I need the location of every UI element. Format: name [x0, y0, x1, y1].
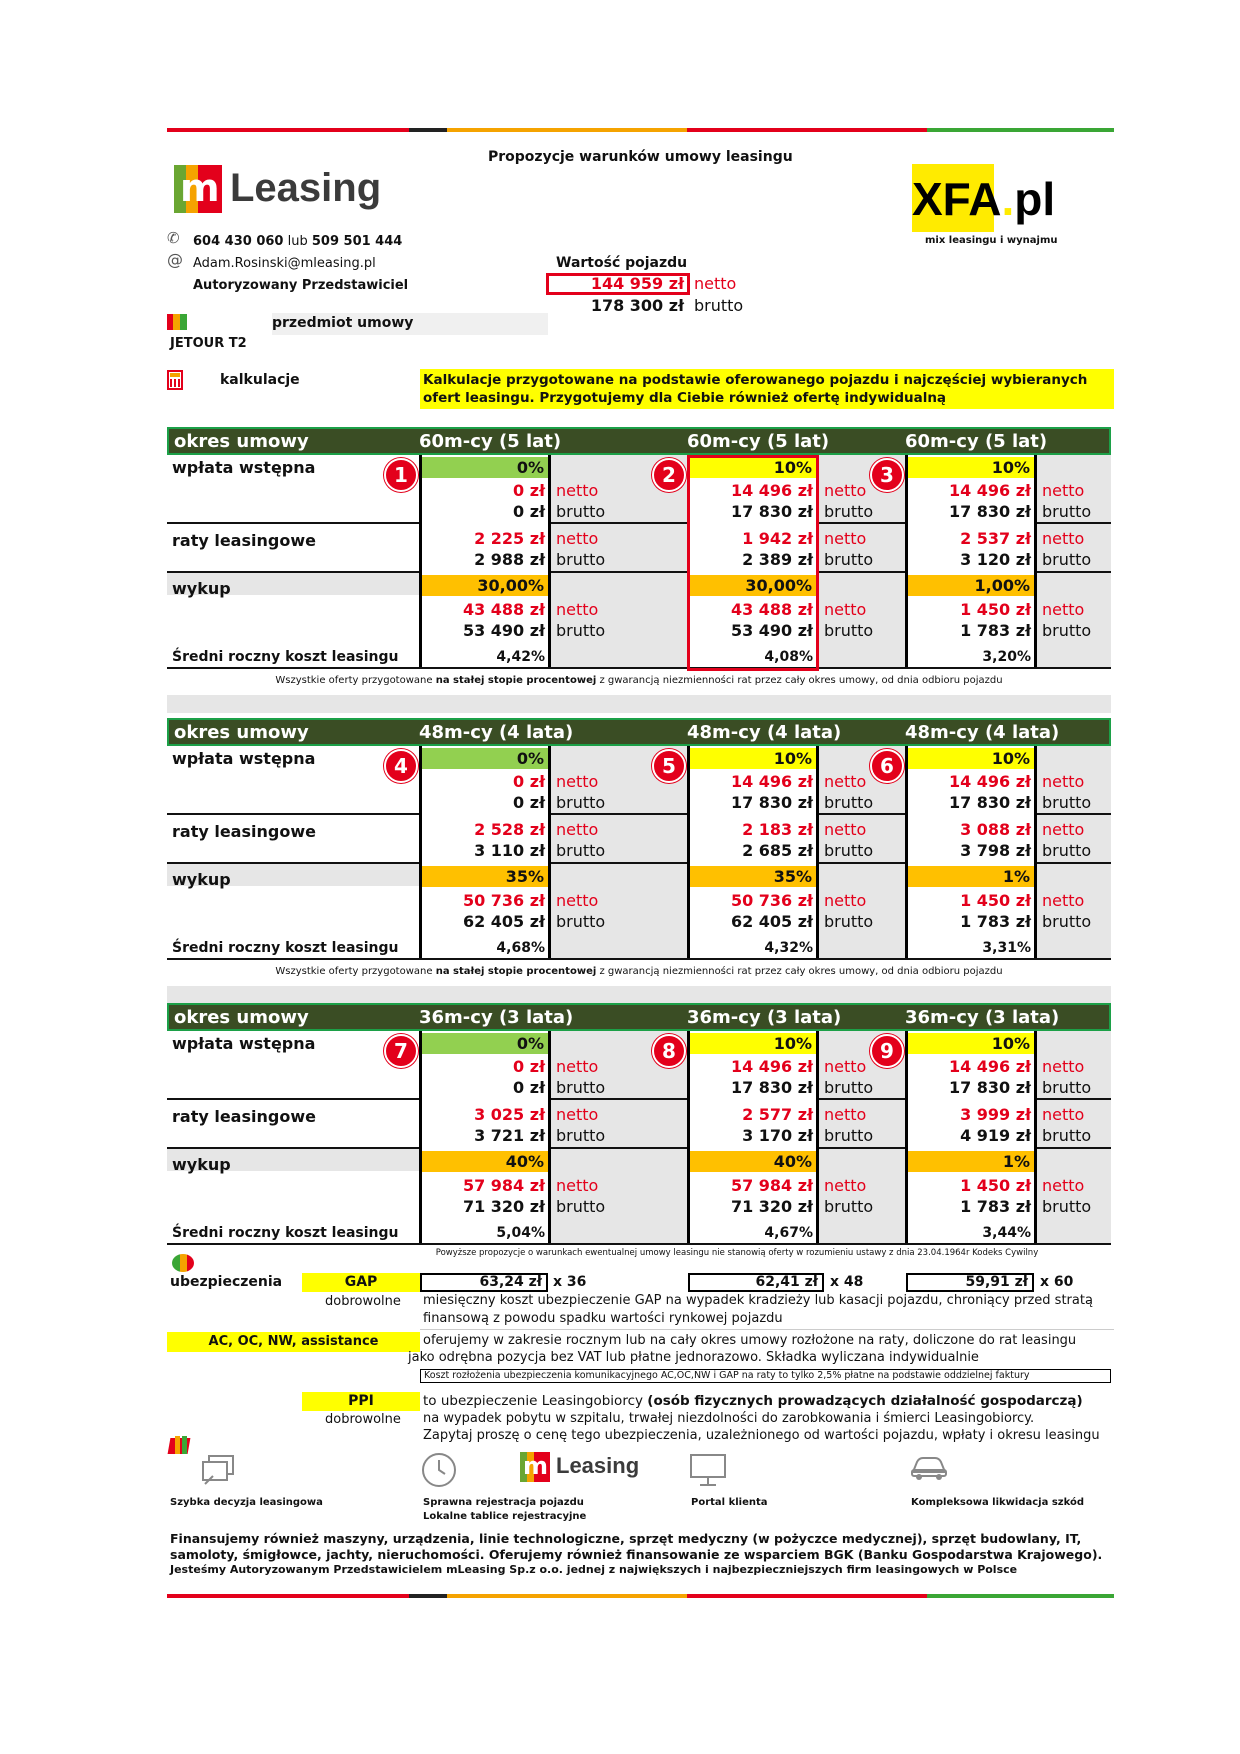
annual-cost-value: 4,08%	[764, 649, 813, 665]
buyout-gross: 62 405 zł	[730, 912, 813, 931]
gap-optional: dobrowolne	[325, 1294, 401, 1309]
offer-number-badge: 8	[652, 1034, 686, 1068]
offer-number-badge: 6	[870, 749, 904, 783]
installment-net: 3 999 zł	[960, 1105, 1031, 1124]
offer-number-badge: 3	[870, 458, 904, 492]
down-payment-net: 14 496 zł	[948, 481, 1031, 500]
period-value: 48m-cy (4 lata)	[905, 722, 1060, 743]
mleasing-small-logo-text: Leasing	[556, 1453, 640, 1478]
netto-label: netto	[556, 820, 599, 839]
phone-icon: ✆	[167, 229, 180, 247]
offer-number-badge: 1	[384, 458, 418, 492]
buyout-net: 57 984 zł	[730, 1176, 813, 1195]
brutto-label: brutto	[824, 1126, 874, 1145]
buyout-percent: 30,00%	[422, 575, 548, 596]
feature-claims: Kompleksowa likwidacja szkód	[911, 1497, 1085, 1508]
document-title: Propozycje warunków umowy leasingu	[488, 149, 793, 165]
installment-gross: 3 170 zł	[742, 1126, 813, 1145]
netto-label: netto	[556, 1105, 599, 1124]
netto-label: netto	[1042, 529, 1085, 548]
down-payment-gross: 0 zł	[513, 793, 545, 812]
gap-price-2: 62,41 zł	[755, 1274, 818, 1290]
row-label-cost: Średni roczny koszt leasingu	[172, 940, 399, 956]
brutto-label: brutto	[1042, 841, 1092, 860]
divider	[420, 1329, 1114, 1330]
installment-gross: 2 988 zł	[474, 550, 545, 569]
buyout-net: 57 984 zł	[462, 1176, 545, 1195]
note-part: Wszystkie oferty przygotowane	[275, 966, 436, 977]
down-payment-gross: 17 830 zł	[948, 793, 1031, 812]
folder-icon	[169, 1436, 189, 1454]
quick-decision-icon	[199, 1454, 239, 1488]
offer-number-badge: 7	[384, 1034, 418, 1068]
brutto-label: brutto	[1042, 793, 1092, 812]
period-value: 60m-cy (5 lat)	[419, 431, 562, 452]
brutto-label: brutto	[824, 1078, 874, 1097]
netto-label: netto	[824, 1176, 867, 1195]
note-part: z gwarancją niezmienności rat przez cały okres umowy, od dnia odbioru pojazdu	[596, 966, 1003, 977]
monitor-icon	[689, 1453, 727, 1487]
installment-gross: 2 389 zł	[742, 550, 813, 569]
brutto-label: brutto	[824, 841, 874, 860]
feature-client-portal: Portal klienta	[691, 1497, 768, 1508]
footer-line-1: Finansujemy również maszyny, urządzenia, linie technologiczne, sprzęt medyczny (w pożyczce medycznej), sprzęt budowlany, IT,	[170, 1531, 1082, 1546]
mleasing-logo-mark: m	[174, 165, 222, 213]
phone-numbers: 604 430 060 lub 509 501 444	[193, 234, 403, 249]
down-payment-gross: 0 zł	[513, 502, 545, 521]
annual-cost-value: 4,42%	[496, 649, 545, 665]
email-icon: @	[167, 250, 183, 269]
calc-label: kalkulacje	[220, 372, 300, 388]
brutto-label: brutto	[556, 1078, 606, 1097]
netto-label: netto	[556, 481, 599, 500]
row-label-down-payment: wpłata wstępna	[172, 458, 316, 477]
installment-gross: 3 798 zł	[960, 841, 1031, 860]
offer-number-badge: 2	[652, 458, 686, 492]
ppi-description-3: Zapytaj proszę o cenę tego ubezpieczenia, uzależnionego od wartości pojazdu, wpłaty i okresu leasingu	[423, 1428, 1100, 1443]
row-label-cost: Średni roczny koszt leasingu	[172, 649, 399, 665]
down-payment-percent: 0%	[422, 1033, 548, 1054]
buyout-gross: 1 783 zł	[960, 912, 1031, 931]
installment-net: 2 537 zł	[960, 529, 1031, 548]
down-payment-gross: 17 830 zł	[948, 502, 1031, 521]
period-label: okres umowy	[174, 1007, 309, 1028]
down-payment-net: 14 496 zł	[948, 772, 1031, 791]
installment-net: 2 183 zł	[742, 820, 813, 839]
label-column	[167, 455, 419, 669]
offer-table	[167, 427, 1111, 686]
ac-cost-note: Koszt rozłożenia ubezpieczenia komunikacyjnego AC,OC,NW i GAP na raty to tylko 2,5% płatne na podstawie oddzielnej faktury	[424, 1370, 1030, 1381]
buyout-gross: 53 490 zł	[462, 621, 545, 640]
installment-net: 3 088 zł	[960, 820, 1031, 839]
down-payment-net: 14 496 zł	[730, 481, 813, 500]
buyout-net: 1 450 zł	[960, 600, 1031, 619]
ac-description-2: jako odrębna pozycja bez VAT lub płatne jednorazowo. Składka wyliczana indywidualnie	[408, 1350, 979, 1365]
brutto-label: brutto	[1042, 1126, 1092, 1145]
netto-label: netto	[824, 600, 867, 619]
period-header	[167, 427, 1111, 455]
down-payment-gross: 17 830 zł	[948, 1078, 1031, 1097]
buyout-percent: 1,00%	[908, 575, 1034, 596]
netto-label: netto	[1042, 1105, 1085, 1124]
period-value: 36m-cy (3 lata)	[905, 1007, 1060, 1028]
down-payment-percent: 10%	[908, 457, 1034, 478]
insurance-icon	[172, 1254, 194, 1272]
ac-label: AC, OC, NW, assistance	[208, 1334, 379, 1349]
brutto-label: brutto	[556, 502, 606, 521]
note-part-bold: na stałej stopie procentowej	[435, 966, 597, 977]
down-payment-percent: 0%	[422, 457, 548, 478]
ppi-description-2: na wypadek pobytu w szpitalu, trwałej niezdolności do zarobkowania i śmierci Leasingobiorcy.	[423, 1411, 1035, 1426]
note-part: z gwarancją niezmienności rat przez cały okres umowy, od dnia odbioru pojazdu	[596, 675, 1003, 686]
brutto-label: brutto	[824, 1197, 874, 1216]
down-payment-percent: 10%	[690, 1033, 816, 1054]
vehicle-value-net: 144 959 zł	[590, 274, 684, 293]
feature-quick-decision: Szybka decyzja leasingowa	[170, 1497, 323, 1508]
disclaimer: Powyższe propozycje o warunkach ewentualnej umowy leasingu nie stanowią oferty w rozumieniu ustawy z dnia 23.04.1964r Kodeks Cywilny	[435, 1248, 1039, 1258]
buyout-gross: 71 320 zł	[462, 1197, 545, 1216]
calc-note: Kalkulacje przygotowane na podstawie oferowanego pojazdu i najczęściej wybieranych ofert leasingu. Przygotujemy dla Ciebie również ofertę indywidualną	[423, 372, 1088, 406]
brutto-label: brutto	[1042, 912, 1092, 931]
annual-cost-value: 4,67%	[764, 1225, 813, 1241]
ppi-label: PPI	[348, 1393, 374, 1409]
period-header	[167, 1003, 1111, 1031]
offer-number-badge: 4	[384, 749, 418, 783]
annual-cost-value: 4,68%	[496, 940, 545, 956]
subject-label: przedmiot umowy	[272, 315, 414, 331]
xfa-logo: XFA.pl	[912, 173, 1056, 225]
netto-label: netto	[824, 820, 867, 839]
feature-registration: Sprawna rejestracja pojazdu	[423, 1497, 584, 1508]
brutto-label: brutto	[556, 793, 606, 812]
calculator-icon	[167, 370, 183, 390]
representative-role: Autoryzowany Przedstawiciel	[193, 278, 409, 293]
down-payment-gross: 17 830 zł	[730, 502, 813, 521]
buyout-gross: 1 783 zł	[960, 621, 1031, 640]
row-label-down-payment: wpłata wstępna	[172, 749, 316, 768]
note-part: Wszystkie oferty przygotowane	[275, 675, 436, 686]
clock-icon	[421, 1452, 457, 1488]
netto-label: netto	[824, 891, 867, 910]
netto-label: netto	[556, 1057, 599, 1076]
vehicle-value-label: Wartość pojazdu	[556, 255, 688, 271]
offer-number-badge: 9	[870, 1034, 904, 1068]
offer-table	[167, 1003, 1111, 1249]
installment-gross: 2 685 zł	[742, 841, 813, 860]
period-value: 36m-cy (3 lata)	[687, 1007, 842, 1028]
netto-label: netto	[1042, 481, 1085, 500]
gap-multiplier-3: x 60	[1040, 1274, 1074, 1290]
buyout-net: 50 736 zł	[462, 891, 545, 910]
car-damage-icon	[909, 1450, 949, 1482]
buyout-net: 43 488 zł	[462, 600, 545, 619]
period-value: 60m-cy (5 lat)	[687, 431, 830, 452]
annual-cost-value: 5,04%	[496, 1225, 545, 1241]
netto-label: netto	[556, 600, 599, 619]
period-label: okres umowy	[174, 431, 309, 452]
row-divider	[167, 1243, 1111, 1245]
ppi-optional: dobrowolne	[325, 1412, 401, 1427]
section-spacer	[167, 986, 1111, 1004]
car-icon	[167, 314, 187, 330]
brutto-label: brutto	[824, 793, 874, 812]
brutto-label: brutto	[1042, 550, 1092, 569]
subject-value: JETOUR T2	[170, 336, 247, 351]
netto-label: netto	[556, 529, 599, 548]
netto-label: netto	[556, 891, 599, 910]
installment-gross: 3 120 zł	[960, 550, 1031, 569]
insurance-label: ubezpieczenia	[170, 1274, 283, 1290]
down-payment-net: 0 zł	[513, 481, 545, 500]
annual-cost-value: 4,32%	[764, 940, 813, 956]
brutto-label: brutto	[1042, 1197, 1092, 1216]
label-column	[167, 746, 419, 960]
installment-net: 2 577 zł	[742, 1105, 813, 1124]
buyout-net: 50 736 zł	[730, 891, 813, 910]
installment-net: 3 025 zł	[474, 1105, 545, 1124]
period-value: 48m-cy (4 lata)	[687, 722, 842, 743]
gap-price-3: 59,91 zł	[965, 1274, 1028, 1290]
annual-cost-value: 3,20%	[982, 649, 1031, 665]
buyout-gross: 1 783 zł	[960, 1197, 1031, 1216]
brutto-label: brutto	[824, 550, 874, 569]
section-spacer	[167, 695, 1111, 713]
down-payment-net: 14 496 zł	[730, 772, 813, 791]
row-label-cost: Średni roczny koszt leasingu	[172, 1225, 399, 1241]
installment-gross: 3 721 zł	[474, 1126, 545, 1145]
row-label-buyout: wykup	[172, 579, 231, 598]
installment-net: 2 528 zł	[474, 820, 545, 839]
annual-cost-value: 3,31%	[982, 940, 1031, 956]
period-value: 48m-cy (4 lata)	[419, 722, 574, 743]
brutto-label: brutto	[824, 912, 874, 931]
brutto-label: brutto	[556, 912, 606, 931]
netto-label: netto	[824, 1105, 867, 1124]
netto-label: netto	[1042, 1176, 1085, 1195]
down-payment-percent: 0%	[422, 748, 548, 769]
row-divider	[167, 958, 1111, 960]
row-label-installments: raty leasingowe	[172, 531, 316, 550]
brutto-label: brutto	[1042, 502, 1092, 521]
down-payment-net: 0 zł	[513, 772, 545, 791]
vehicle-value-gross-label: brutto	[694, 296, 744, 315]
down-payment-net: 0 zł	[513, 1057, 545, 1076]
down-payment-gross: 0 zł	[513, 1078, 545, 1097]
brutto-label: brutto	[1042, 621, 1092, 640]
brutto-label: brutto	[824, 621, 874, 640]
period-header	[167, 718, 1111, 746]
buyout-percent: 40%	[422, 1151, 548, 1172]
footer-line-3: Jesteśmy Autoryzowanym Przedstawicielem mLeasing Sp.z o.o. jednej z największych i najbezpieczniejszych firm leasingowych w Polsce	[170, 1563, 1018, 1576]
netto-label: netto	[824, 1057, 867, 1076]
installment-gross: 3 110 zł	[474, 841, 545, 860]
period-label: okres umowy	[174, 722, 309, 743]
netto-label: netto	[824, 772, 867, 791]
row-divider	[167, 667, 1111, 669]
installment-net: 2 225 zł	[474, 529, 545, 548]
brutto-label: brutto	[824, 502, 874, 521]
buyout-percent: 40%	[690, 1151, 816, 1172]
feature-local-plates: Lokalne tablice rejestracyjne	[423, 1511, 587, 1522]
offer-number-badge: 5	[652, 749, 686, 783]
brutto-label: brutto	[556, 550, 606, 569]
gap-multiplier-1: x 36	[553, 1274, 587, 1290]
gap-description-2: finansową z powodu spadku wartości rynkowej pojazdu	[423, 1311, 783, 1326]
netto-label: netto	[1042, 600, 1085, 619]
netto-label: netto	[1042, 1057, 1085, 1076]
down-payment-percent: 10%	[690, 457, 816, 478]
buyout-net: 43 488 zł	[730, 600, 813, 619]
ppi-description-1: to ubezpieczenie Leasingobiorcy (osób fizycznych prowadzących działalność gospodarczą)	[423, 1393, 1083, 1409]
brutto-label: brutto	[556, 1197, 606, 1216]
recommended-offer-highlight	[687, 455, 819, 671]
ac-description-1: oferujemy w zakresie rocznym lub na cały okres umowy rozłożone na raty, doliczone do rat leasingu	[423, 1333, 1077, 1348]
down-payment-net: 14 496 zł	[948, 1057, 1031, 1076]
installment-gross: 4 919 zł	[960, 1126, 1031, 1145]
brutto-label: brutto	[1042, 1078, 1092, 1097]
brutto-label: brutto	[556, 1126, 606, 1145]
netto-label: netto	[1042, 891, 1085, 910]
row-label-down-payment: wpłata wstępna	[172, 1034, 316, 1053]
period-value: 36m-cy (3 lata)	[419, 1007, 574, 1028]
gap-label: GAP	[344, 1274, 378, 1290]
netto-label: netto	[1042, 820, 1085, 839]
gap-multiplier-2: x 48	[830, 1274, 864, 1290]
row-label-buyout: wykup	[172, 870, 231, 889]
mleasing-logo-text: Leasing	[230, 166, 382, 210]
brutto-label: brutto	[556, 621, 606, 640]
buyout-gross: 62 405 zł	[462, 912, 545, 931]
netto-label: netto	[824, 481, 867, 500]
netto-label: netto	[556, 772, 599, 791]
offer-table	[167, 718, 1111, 977]
row-label-installments: raty leasingowe	[172, 1107, 316, 1126]
fixed-rate-note	[167, 675, 1111, 686]
label-column	[167, 1031, 419, 1245]
note-part-bold: na stałej stopie procentowej	[435, 675, 597, 686]
buyout-gross: 71 320 zł	[730, 1197, 813, 1216]
buyout-percent: 30,00%	[690, 575, 816, 596]
vehicle-value-gross: 178 300 zł	[590, 296, 684, 315]
down-payment-gross: 17 830 zł	[730, 793, 813, 812]
xfa-tagline: mix leasingu i wynajmu	[925, 235, 1058, 246]
fixed-rate-note	[167, 966, 1111, 977]
buyout-percent: 1%	[908, 866, 1034, 887]
period-value: 60m-cy (5 lat)	[905, 431, 1048, 452]
netto-label: netto	[1042, 772, 1085, 791]
buyout-net: 1 450 zł	[960, 1176, 1031, 1195]
row-label-buyout: wykup	[172, 1155, 231, 1174]
netto-label: netto	[556, 1176, 599, 1195]
mleasing-small-logo-mark: m	[520, 1452, 550, 1482]
row-label-installments: raty leasingowe	[172, 822, 316, 841]
buyout-percent: 35%	[422, 866, 548, 887]
buyout-percent: 1%	[908, 1151, 1034, 1172]
gap-description-1: miesięczny koszt ubezpieczenie GAP na wypadek kradzieży lub kasacji pojazdu, chroniący przed stratą	[423, 1293, 1093, 1308]
down-payment-percent: 10%	[908, 1033, 1034, 1054]
buyout-gross: 53 490 zł	[730, 621, 813, 640]
down-payment-net: 14 496 zł	[730, 1057, 813, 1076]
brutto-label: brutto	[556, 841, 606, 860]
buyout-net: 1 450 zł	[960, 891, 1031, 910]
vehicle-value-net-label: netto	[694, 274, 737, 293]
annual-cost-value: 3,44%	[982, 1225, 1031, 1241]
footer-line-2: samoloty, śmigłowce, jachty, nieruchomości. Oferujemy również finansowanie ze wsparciem BGK (Banku Gospodarstwa Krajowego).	[170, 1547, 1103, 1562]
down-payment-percent: 10%	[908, 748, 1034, 769]
buyout-percent: 35%	[690, 866, 816, 887]
email-address[interactable]: Adam.Rosinski@mleasing.pl	[193, 256, 376, 271]
installment-net: 1 942 zł	[742, 529, 813, 548]
netto-label: netto	[824, 529, 867, 548]
gap-price-1: 63,24 zł	[479, 1274, 542, 1290]
down-payment-percent: 10%	[690, 748, 816, 769]
down-payment-gross: 17 830 zł	[730, 1078, 813, 1097]
